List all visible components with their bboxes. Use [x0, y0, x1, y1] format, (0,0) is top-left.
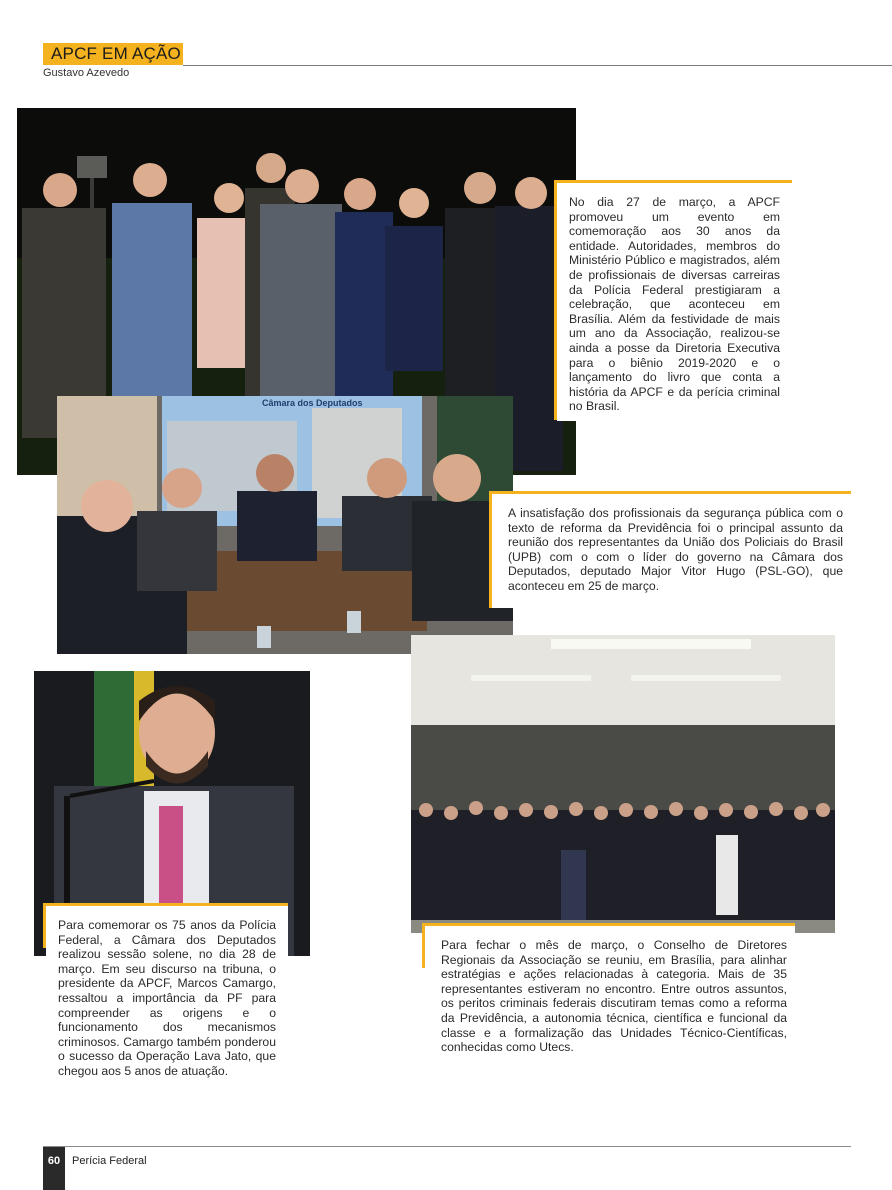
story-text-tribune: Para comemorar os 75 anos da Polícia Federal, a Câmara dos Deputados realizou sessão solene, no dia 28 de março. Em seu discurso na tribuna, o presidente da APCF, Marcos Camargo, ressaltou a importância da PF para compreender as origens e o funcionamento dos mecanismos criminosos. Camargo também ponderou o sucesso da Operação Lava Jato, que chegou aos 5 anos de atuação. — [46, 906, 288, 1106]
page-number: 60 — [47, 1155, 61, 1167]
author-name: Gustavo Azevedo — [43, 67, 130, 79]
meeting-camara-photo — [57, 396, 513, 654]
section-tag — [43, 43, 183, 65]
header-rule — [183, 65, 892, 66]
footer-rule — [43, 1146, 851, 1147]
story-text-meeting: A insatisfação dos profissionais da segurança pública com o texto de reforma da Previdência foi o principal assunto da reunião dos representantes da União dos Policiais do Brasil (UPB) com o com o líder do governo na Câmara dos Deputados, deputado Major Vitor Hugo (PSL-GO), que aconteceu em 25 de março. — [492, 494, 851, 608]
photo-sign-text: Câmara dos Deputados — [262, 398, 363, 408]
regional-council-group-photo — [411, 635, 835, 933]
page-number-box — [43, 1147, 65, 1190]
story-text-council: Para fechar o mês de março, o Conselho de Diretores Regionais da Associação se reuniu, em Brasília, para alinhar estratégias e ações relacionadas à categoria. Mais de 35 representantes estiveram no encontro. Entre outros assuntos, os peritos criminais federais discutiram temas como a reforma da Previdência, a autonomia técnica, científica e funcional da classe e a formalização das Unidades Técnico-Científicas, conhecidas como Utecs. — [425, 926, 795, 1074]
section-title: APCF EM AÇÃO — [51, 44, 181, 63]
publication-name: Perícia Federal — [72, 1155, 147, 1167]
story-text-anniversary: No dia 27 de março, a APCF promoveu um evento em comemoração aos 30 anos da entidade. Autoridades, membros do Ministério Público e magistrados, além de profissionais de diversas carreiras da Polícia Federal prestigiaram a celebração, que aconteceu em Brasília. Além da festividade de mais um ano da Associação, realizou-se ainda a posse da Diretoria Executiva para o biênio 2019-2020 e o lançamento do livro que conta a história da APCF e da perícia criminal no Brasil. — [557, 183, 792, 421]
